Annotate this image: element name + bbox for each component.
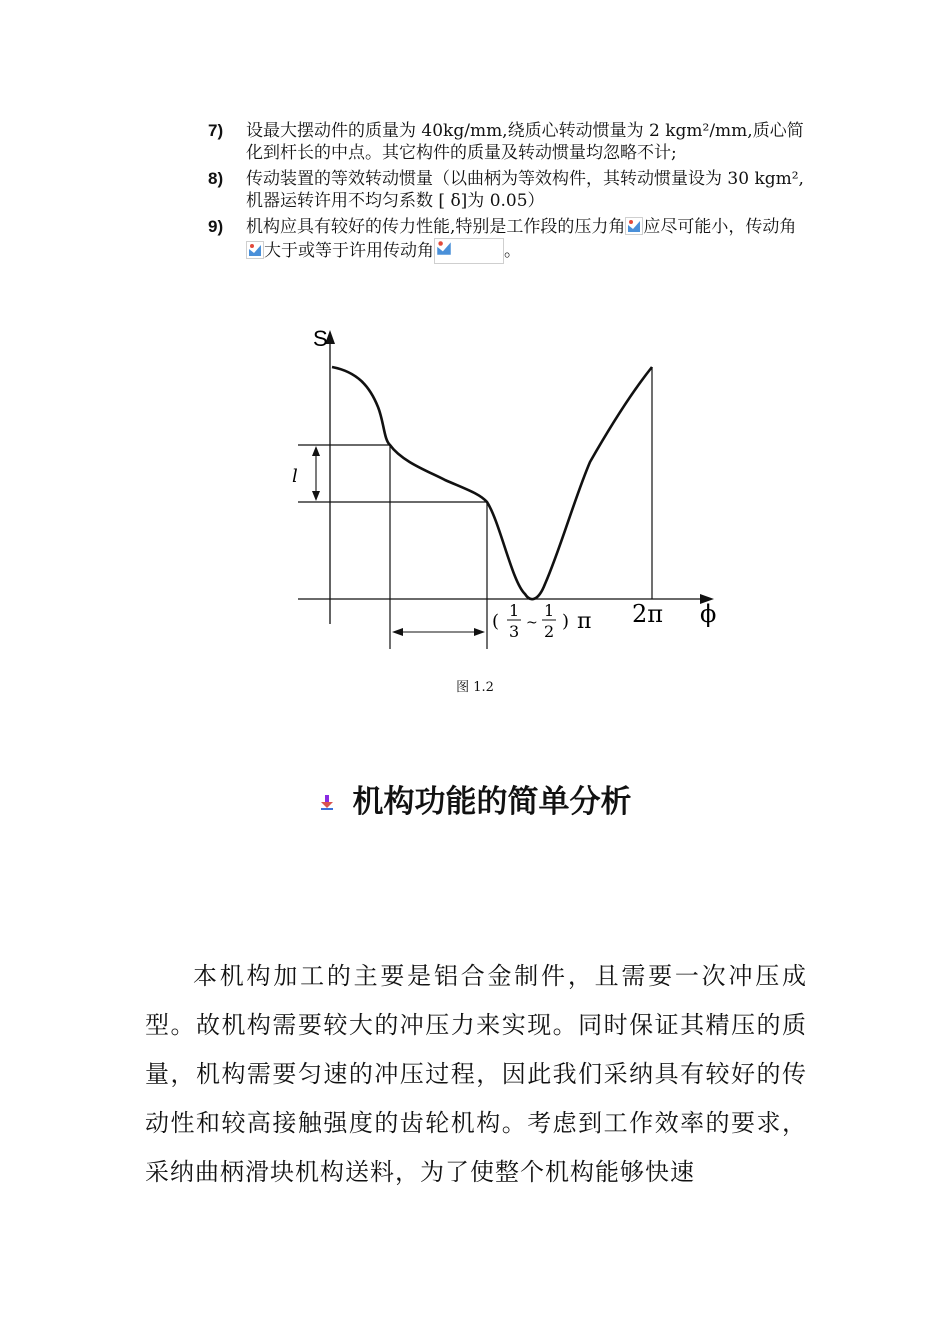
svg-text:π: π xyxy=(577,609,592,634)
displacement-curve xyxy=(332,367,652,599)
item-text: 大于或等于许用传动角 xyxy=(264,241,434,261)
item-number: 8) xyxy=(208,169,224,188)
list-item xyxy=(208,120,808,164)
requirements-list xyxy=(208,120,808,268)
broken-image-icon xyxy=(625,217,643,235)
displacement-diagram xyxy=(280,322,740,657)
s-label: S xyxy=(313,326,328,351)
svg-text:3: 3 xyxy=(509,622,520,641)
svg-text:2: 2 xyxy=(544,622,555,641)
item-text: 设最大摆动件的质量为 40kg/mm,绕质心转动惯量为 2 kgm²/mm,质心简化到杆长的中点。其它构件的质量及转动惯量均忽略不计; xyxy=(246,121,804,163)
phi-label: ϕ xyxy=(700,600,717,628)
range-label xyxy=(492,601,591,641)
svg-text:(: ( xyxy=(492,611,500,632)
broken-image-icon xyxy=(246,241,264,259)
l-label: l xyxy=(292,466,298,487)
list-item xyxy=(208,168,808,212)
body-paragraph: 本机构加工的主要是铝合金制件，且需要一次冲压成型。故机构需要较大的冲压力来实现。同时保证其精压的质量，机构需要匀速的冲压过程，因此我们采纳具有较好的传动性和较高接触强度的齿轮机构。考虑到工作效率的要求，采纳曲柄滑块机构送料，为了使整个机构能够快速 xyxy=(145,962,807,1186)
bullet-icon xyxy=(319,782,335,798)
item-text: 机构应具有较好的传力性能,特别是工作段的压力角 xyxy=(246,217,626,237)
item-number: 7) xyxy=(208,121,224,140)
svg-text:): ) xyxy=(562,611,570,632)
item-text: 传动装置的等效转动惯量（以曲柄为等效构件，其转动惯量设为 30 kgm²,机器运转许用不均匀系数 [ δ]为 0.05） xyxy=(246,169,804,211)
item-text: 。 xyxy=(504,241,521,261)
item-number: 9) xyxy=(208,217,224,236)
svg-text:1: 1 xyxy=(544,601,555,620)
item-text: 应尽可能小，传动角 xyxy=(643,217,797,237)
section-heading xyxy=(0,776,950,821)
list-item xyxy=(208,216,808,264)
svg-text:1: 1 xyxy=(509,601,520,620)
broken-image-icon xyxy=(434,238,504,264)
figure-caption: 图 1.2 xyxy=(456,680,494,695)
two-pi-label: 2π xyxy=(632,600,664,628)
svg-text:~: ~ xyxy=(526,615,538,631)
section-heading-text: 机构功能的简单分析 xyxy=(352,784,632,820)
